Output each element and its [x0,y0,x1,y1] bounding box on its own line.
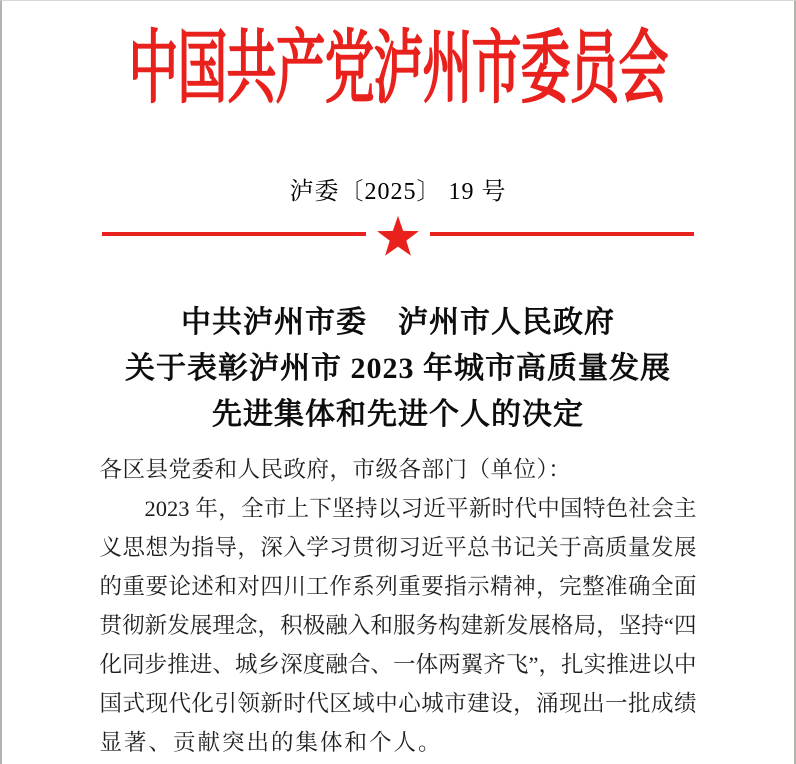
red-header-banner [2,16,794,114]
issuing-authority-title: 中国共产党泸州市委员会 [128,23,668,114]
red-divider-rule [102,214,694,260]
document-title-line-1: 中共泸州市委 泸州市人民政府 [181,306,615,339]
body-text-line: 化同步推进、城乡深度融合、一体两翼齐飞”，扎实推进以中 [99,652,697,677]
body-text-line: 义思想为指导，深入学习贯彻习近平总书记关于高质量发展 [99,535,697,560]
five-pointed-star-icon [375,215,421,259]
document-reference-number: 泸委〔2025〕 19 号 [289,179,507,205]
body-text-line: 的重要论述和对四川工作系列重要指示精神，完整准确全面 [99,574,697,599]
body-text-line: 显著、贡献突出的集体和个人。 [99,730,443,755]
document-title-line-3: 先进集体和先进个人的决定 [212,398,584,431]
document-body [100,450,697,762]
document-title-line-2: 关于表彰泸州市 2023 年城市高质量发展 [125,352,671,385]
body-text-line: 贯彻新发展理念，积极融入和服务构建新发展格局，坚持“四 [99,613,697,638]
body-text-line: 2023 年，全市上下坚持以习近平新时代中国特色社会主 [144,496,697,521]
divider-line-right [430,232,694,236]
document-title [2,300,794,438]
salutation-line: 各区县党委和人民政府，市级各部门（单位）： [99,457,572,482]
divider-line-left [102,232,366,236]
body-text-line: 国式现代化引领新时代区域中心城市建设，涌现出一批成绩 [99,691,697,716]
